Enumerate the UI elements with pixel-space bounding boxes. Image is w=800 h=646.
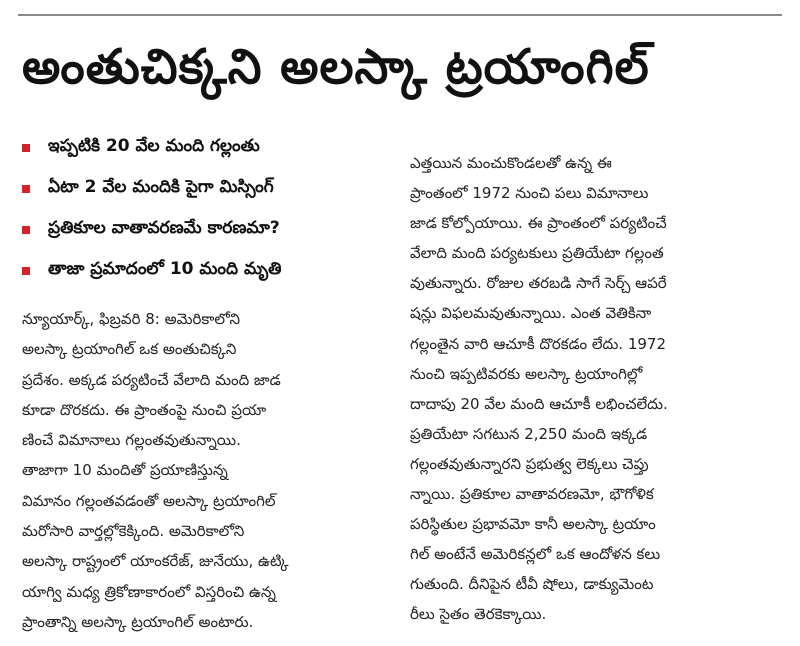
- text-line: యాగ్వి మధ్య త్రికోణాకారంలో విస్తరించి ఉన్న: [22, 582, 276, 601]
- text-line: ణించే విమానాలు గల్లంతవుతున్నాయి.: [22, 431, 241, 450]
- text-line: పరిస్థితుల ప్రభావమో కానీ అలస్కా ట్రయాం: [410, 515, 656, 534]
- text-line: కూడా దొరకదు. ఈ ప్రాంతంపై నుంచి ప్రయా: [22, 400, 267, 419]
- highlight-text: తాజా ప్రమాదంలో 10 మంది మృతి: [48, 259, 282, 279]
- text-line: వేలాది మంది పర్యటకులు ప్రతియేటా గల్లంత: [410, 244, 664, 263]
- highlight-text: ఏటా 2 వేల మందికి పైగా మిస్సింగ్: [48, 177, 274, 197]
- text-line: తాజాగా 10 మందితో ప్రయాణిస్తున్న: [22, 461, 228, 480]
- text-line: గుతుంది. దీనిపైన టీవీ షోలు, డాక్యుమెంట: [410, 575, 654, 594]
- text-line: గల్లంతవుతున్నారని ప్రభుత్వ లెక్కలు చెప్తు: [410, 454, 649, 473]
- highlight-item: [22, 214, 400, 255]
- bullet-square-icon: [22, 226, 30, 234]
- bullet-square-icon: [22, 185, 30, 193]
- text-line: అలస్కా ట్రయాంగిల్ ఒక అంతుచిక్కని: [22, 340, 237, 359]
- text-line: అలస్కా రాష్ట్రంలో యాంకరేజ్, జునేయు, ఉట్కి: [22, 552, 289, 571]
- text-line: న్యూయార్క్, ఫిబ్రవరి 8: అమెరికాలోని: [22, 310, 240, 328]
- highlight-item: [22, 132, 400, 173]
- left-column: [22, 132, 400, 637]
- top-rule: [18, 14, 782, 16]
- headline: అంతుచిక్కని అలస్కా ట్రయాంగిల్: [22, 39, 650, 95]
- left-body-text: [22, 304, 400, 637]
- text-line: ప్రతియేటా సగటున 2,250 మంది ఇక్కడ: [410, 424, 648, 443]
- text-line: విమానం గల్లంతవడంతో అలస్కా ట్రయాంగిల్: [22, 491, 276, 510]
- text-line: రీలు సైతం తెరకెక్కాయి.: [410, 605, 547, 624]
- text-line: ప్రాంతంలో 1972 నుంచి పలు విమానాలు: [410, 184, 649, 203]
- text-line: ఎత్తయిన మంచుకొండలతో ఉన్న ఈ: [410, 154, 612, 172]
- text-line: గిల్ అంటేనే అమెరికన్లలో ఒక ఆందోళన కలు: [410, 545, 661, 564]
- highlight-item: [22, 173, 400, 214]
- highlight-text: ఇప్పటికి 20 వేల మంది గల్లంతు: [48, 136, 260, 156]
- bullet-square-icon: [22, 267, 30, 275]
- text-line: జాడ కోల్పోయాయి. ఈ ప్రాంతంలో పర్యటించే: [410, 214, 667, 233]
- highlight-text: ప్రతికూల వాతావరణమే కారణమా?: [48, 218, 280, 238]
- right-column: [410, 148, 770, 630]
- text-line: వుతున్నారు. రోజుల తరబడి సాగే సెర్చ్ ఆపరే: [410, 274, 667, 293]
- highlights-list: [22, 132, 400, 296]
- text-line: న్నాయి. ప్రతికూల వాతావరణమో, భౌగోళిక: [410, 485, 654, 504]
- bullet-square-icon: [22, 144, 30, 152]
- highlight-item: [22, 255, 400, 296]
- text-line: ప్రదేశం. అక్కడ పర్యటించే వేలాది మంది జాడ: [22, 370, 281, 389]
- text-line: మరోసారి వార్తల్లోకెక్కింది. అమెరికాలోని: [22, 522, 245, 541]
- text-line: నుంచి ఇప్పటివరకు అలస్కా ట్రయాంగిల్లో: [410, 364, 643, 383]
- text-line: దాదాపు 20 వేల మంది ఆచూకీ లభించలేదు.: [410, 394, 668, 413]
- text-line: గల్లంతైన వారి ఆచూకీ దొరకడం లేదు. 1972: [410, 334, 666, 353]
- text-line: ప్రాంతాన్ని అలస్కా ట్రయాంగిల్ అంటారు.: [22, 612, 254, 631]
- text-line: షన్లు విఫలమవుతున్నాయి. ఎంత వెతికినా: [410, 304, 652, 323]
